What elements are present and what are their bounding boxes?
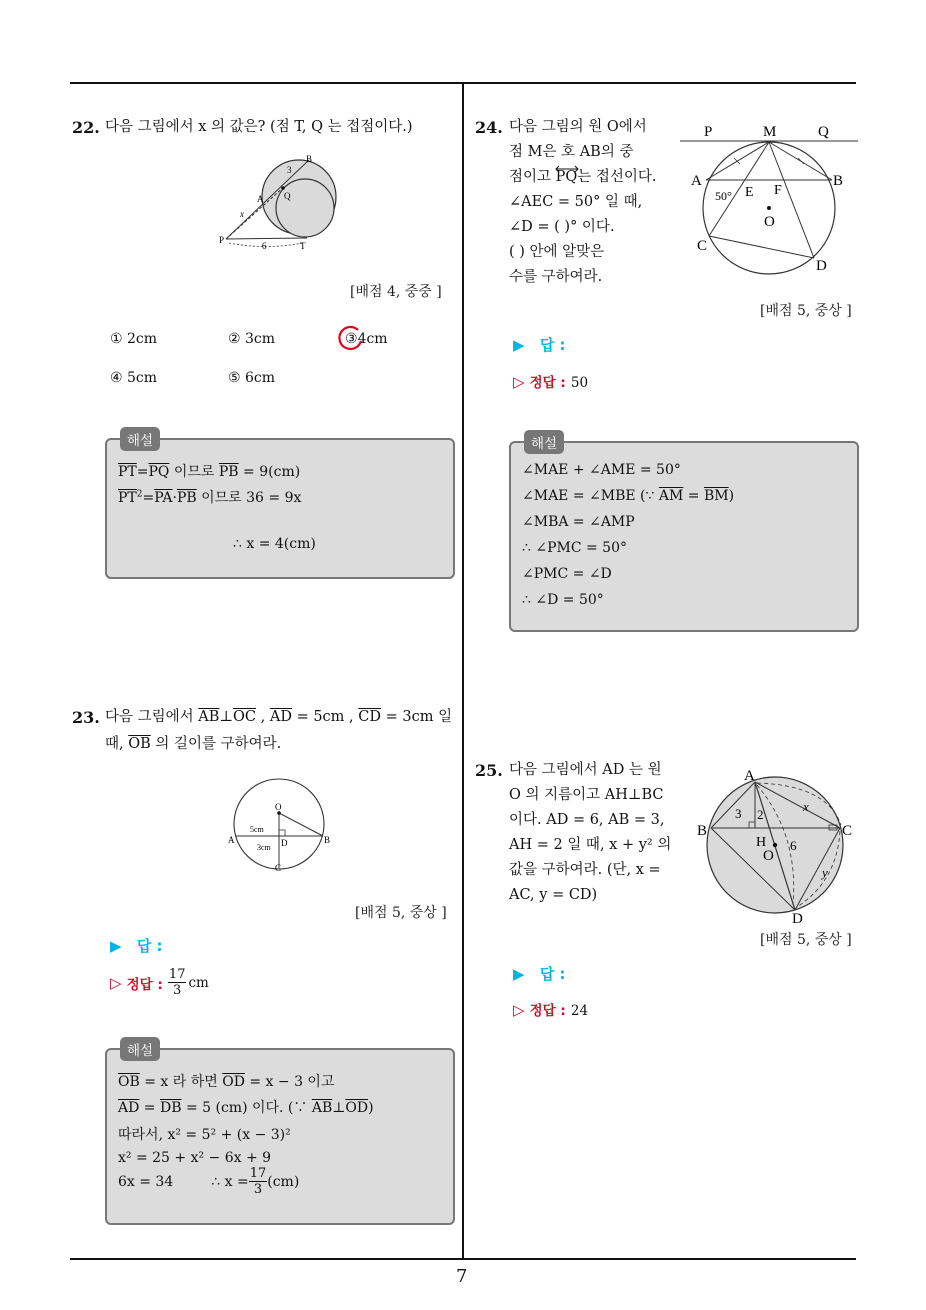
q23-text-line-2: 때, $\overline{OB}$ 의 길이를 구하여라. [105,736,282,752]
outline-play-icon: ▷ [513,1001,525,1019]
q23-correct-label: 정답 : [126,976,163,993]
q25-label-3: 3 [735,806,742,821]
q23-sol-line-2: $\overline{AD} = \overline{DB} = 5$ (cm) 이다. (∵ $\overline{AB}\perp\overline{OD}$) [118,1100,374,1116]
q22-choice-3-text: 4cm [357,331,388,347]
q25-text: 다음 그림에서 AD 는 원 O 의 지름이고 AH⊥BC 이다. AD = 6, AB = 3, AH = 2 일 때, x + y² 의 값을 구하여라. (단, x = AC, y = CD) [509,762,672,903]
q25-label-B: B [697,823,708,839]
q24-label-A: A [691,173,702,189]
q22-label-3: 3 [287,165,292,175]
q22-label-Q: Q [284,191,291,201]
q25-label-H: H [756,835,767,850]
q25-label-C: C [842,823,853,839]
q24-sol-line-5: ∠PMC = ∠D [522,566,612,582]
q22-number: 22. [72,118,100,137]
q24-grade: [배점 5, 중상 ] [760,303,852,319]
play-icon: ▶ [110,937,122,955]
q22-label-x: x [240,209,244,219]
bottom-rule [70,1258,856,1260]
play-icon: ▶ [513,336,525,354]
q23-answer-label: 답 : [136,937,163,955]
q23-number: 23. [72,708,100,727]
q23-sol-line-1: $\overline{OB} = x$ 라 하면 $\overline{OD} = x - 3$ 이고 [118,1074,335,1090]
q25-label-D: D [792,911,803,927]
q23-figure [225,765,340,875]
q23-label-C: C [275,863,282,873]
q24-sol-line-4: ∴ ∠PMC = 50° [522,540,627,556]
q24-label-F: F [774,183,782,198]
q22-figure [215,150,355,255]
q24-figure [680,118,860,278]
q25-label-6: 6 [790,838,797,853]
q24-label-50: 50° [715,189,732,203]
q22-solution-box [105,438,455,579]
q24-label-D: D [816,258,827,274]
q23-answer-row [110,935,163,956]
q24-correct-row [513,371,588,391]
q22-sol-line-1: $\overline{PT}=\overline{PQ}$ 이므로 $\overline{PB} = 9(cm)$ [118,464,301,480]
q25-number: 25. [475,761,503,780]
q25-correct-value: 24 [570,1003,589,1019]
q25-label-2: 2 [757,807,764,822]
q22-text: 다음 그림에서 x 의 값은? (점 T, Q 는 접점이다.) [105,119,413,135]
column-divider [462,82,464,1260]
q22-choice-4[interactable]: ④ 5cm [110,370,158,386]
q23-label-5cm: 5cm [250,825,264,834]
q25-answer-label: 답 : [539,965,566,983]
q23-label-3cm: 3cm [257,843,271,852]
q24-text: 다음 그림의 원 O에서 점 M은 호 AB의 중 점이고 PQ는 접선이다. ∠AEC = 50° 일 때, ∠D = ( )° 이다. ( ) 안에 알맞은 수를 구하여라. [509,119,657,285]
q23-sol-line-5: 6x = 34 ∴ x = $\frac{17}{3}$ (cm) [118,1166,300,1197]
q24-answer-label: 답 : [539,336,566,354]
q22-choice-5[interactable]: ⑤ 6cm [228,370,276,386]
q25-correct-row [513,999,588,1019]
outline-play-icon: ▷ [513,373,525,391]
q24-sol-line-3: ∠MBA = ∠AMP [522,514,635,530]
q25-label-x: x [803,799,809,814]
q24-answer-row [513,334,566,355]
q24-correct-label: 정답 : [529,375,566,391]
q22-solution-tab: 해설 [120,427,160,451]
play-icon: ▶ [513,965,525,983]
q24-sol-line-1: ∠MAE + ∠AME = 50° [522,462,681,478]
q24-label-P: P [704,124,713,140]
q25-label-A: A [744,768,755,784]
q23-correct-unit: cm [188,974,209,991]
q22-choice-2[interactable]: ② 3cm [228,331,276,347]
page-number: 7 [456,1266,468,1287]
selected-circle-icon [336,324,366,354]
q22-label-B: B [306,154,313,164]
q23-label-A: A [228,835,235,845]
q24-label-Q: Q [818,124,829,140]
q24-number: 24. [475,118,503,137]
q24-label-E: E [745,185,754,200]
q24-solution-tab: 해설 [524,430,564,454]
q22-choice-3-marker: ③ [345,331,358,347]
q25-figure [695,765,860,927]
q23-sol-line-3: 따라서, x² = 5² + (x − 3)² [118,1127,291,1143]
q22-grade: [배점 4, 중중 ] [350,284,442,300]
q23-label-D: D [281,838,288,848]
q24-label-M: M [763,124,777,140]
q24-label-O: O [764,214,775,230]
q25-label-y: y [822,865,828,880]
q25-grade: [배점 5, 중상 ] [760,932,852,948]
q23-sol-line-4: x² = 25 + x² − 6x + 9 [118,1150,272,1166]
q22-label-T: T [300,241,306,251]
q24-sol-line-6: ∴ ∠D = 50° [522,592,604,608]
q24-correct-value: 50 [570,375,589,391]
q22-sol-line-2: $\overline{PT}^2=\overline{PA}\cdot\overline{PB}$ 이므로 36 = 9x [118,489,302,506]
q24-label-C: C [697,238,708,254]
q25-correct-label: 정답 : [529,1003,566,1019]
q22-label-6: 6 [262,241,267,251]
q22-sol-line-3: ∴ x = 4(cm) [233,536,316,552]
q25-answer-row [513,963,566,984]
q24-sol-line-2: ∠MAE = ∠MBE (∵ $\overline{AM} = \overline{BM}$) [522,488,735,504]
q23-text-line-1: 다음 그림에서 $\overline{AB}\perp\overline{OC}$ , $\overline{AD} = 5cm$ , $\overline{CD} = 3cm$ 일 [105,709,453,725]
q23-label-B: B [324,835,331,845]
q22-choice-1[interactable]: ① 2cm [110,331,158,347]
q23-label-O: O [275,802,282,812]
q24-label-B: B [833,173,844,189]
outline-play-icon: ▷ [110,973,122,992]
q23-solution-tab: 해설 [120,1037,160,1061]
q23-grade: [배점 5, 중상 ] [355,905,447,921]
q22-label-A: A [257,194,264,204]
q25-label-O: O [763,848,774,864]
q23-correct-fraction: 17 3 [168,967,186,998]
pq-arrow-icon [554,165,580,173]
q22-label-P: P [219,235,225,245]
q23-correct-row [110,967,209,998]
